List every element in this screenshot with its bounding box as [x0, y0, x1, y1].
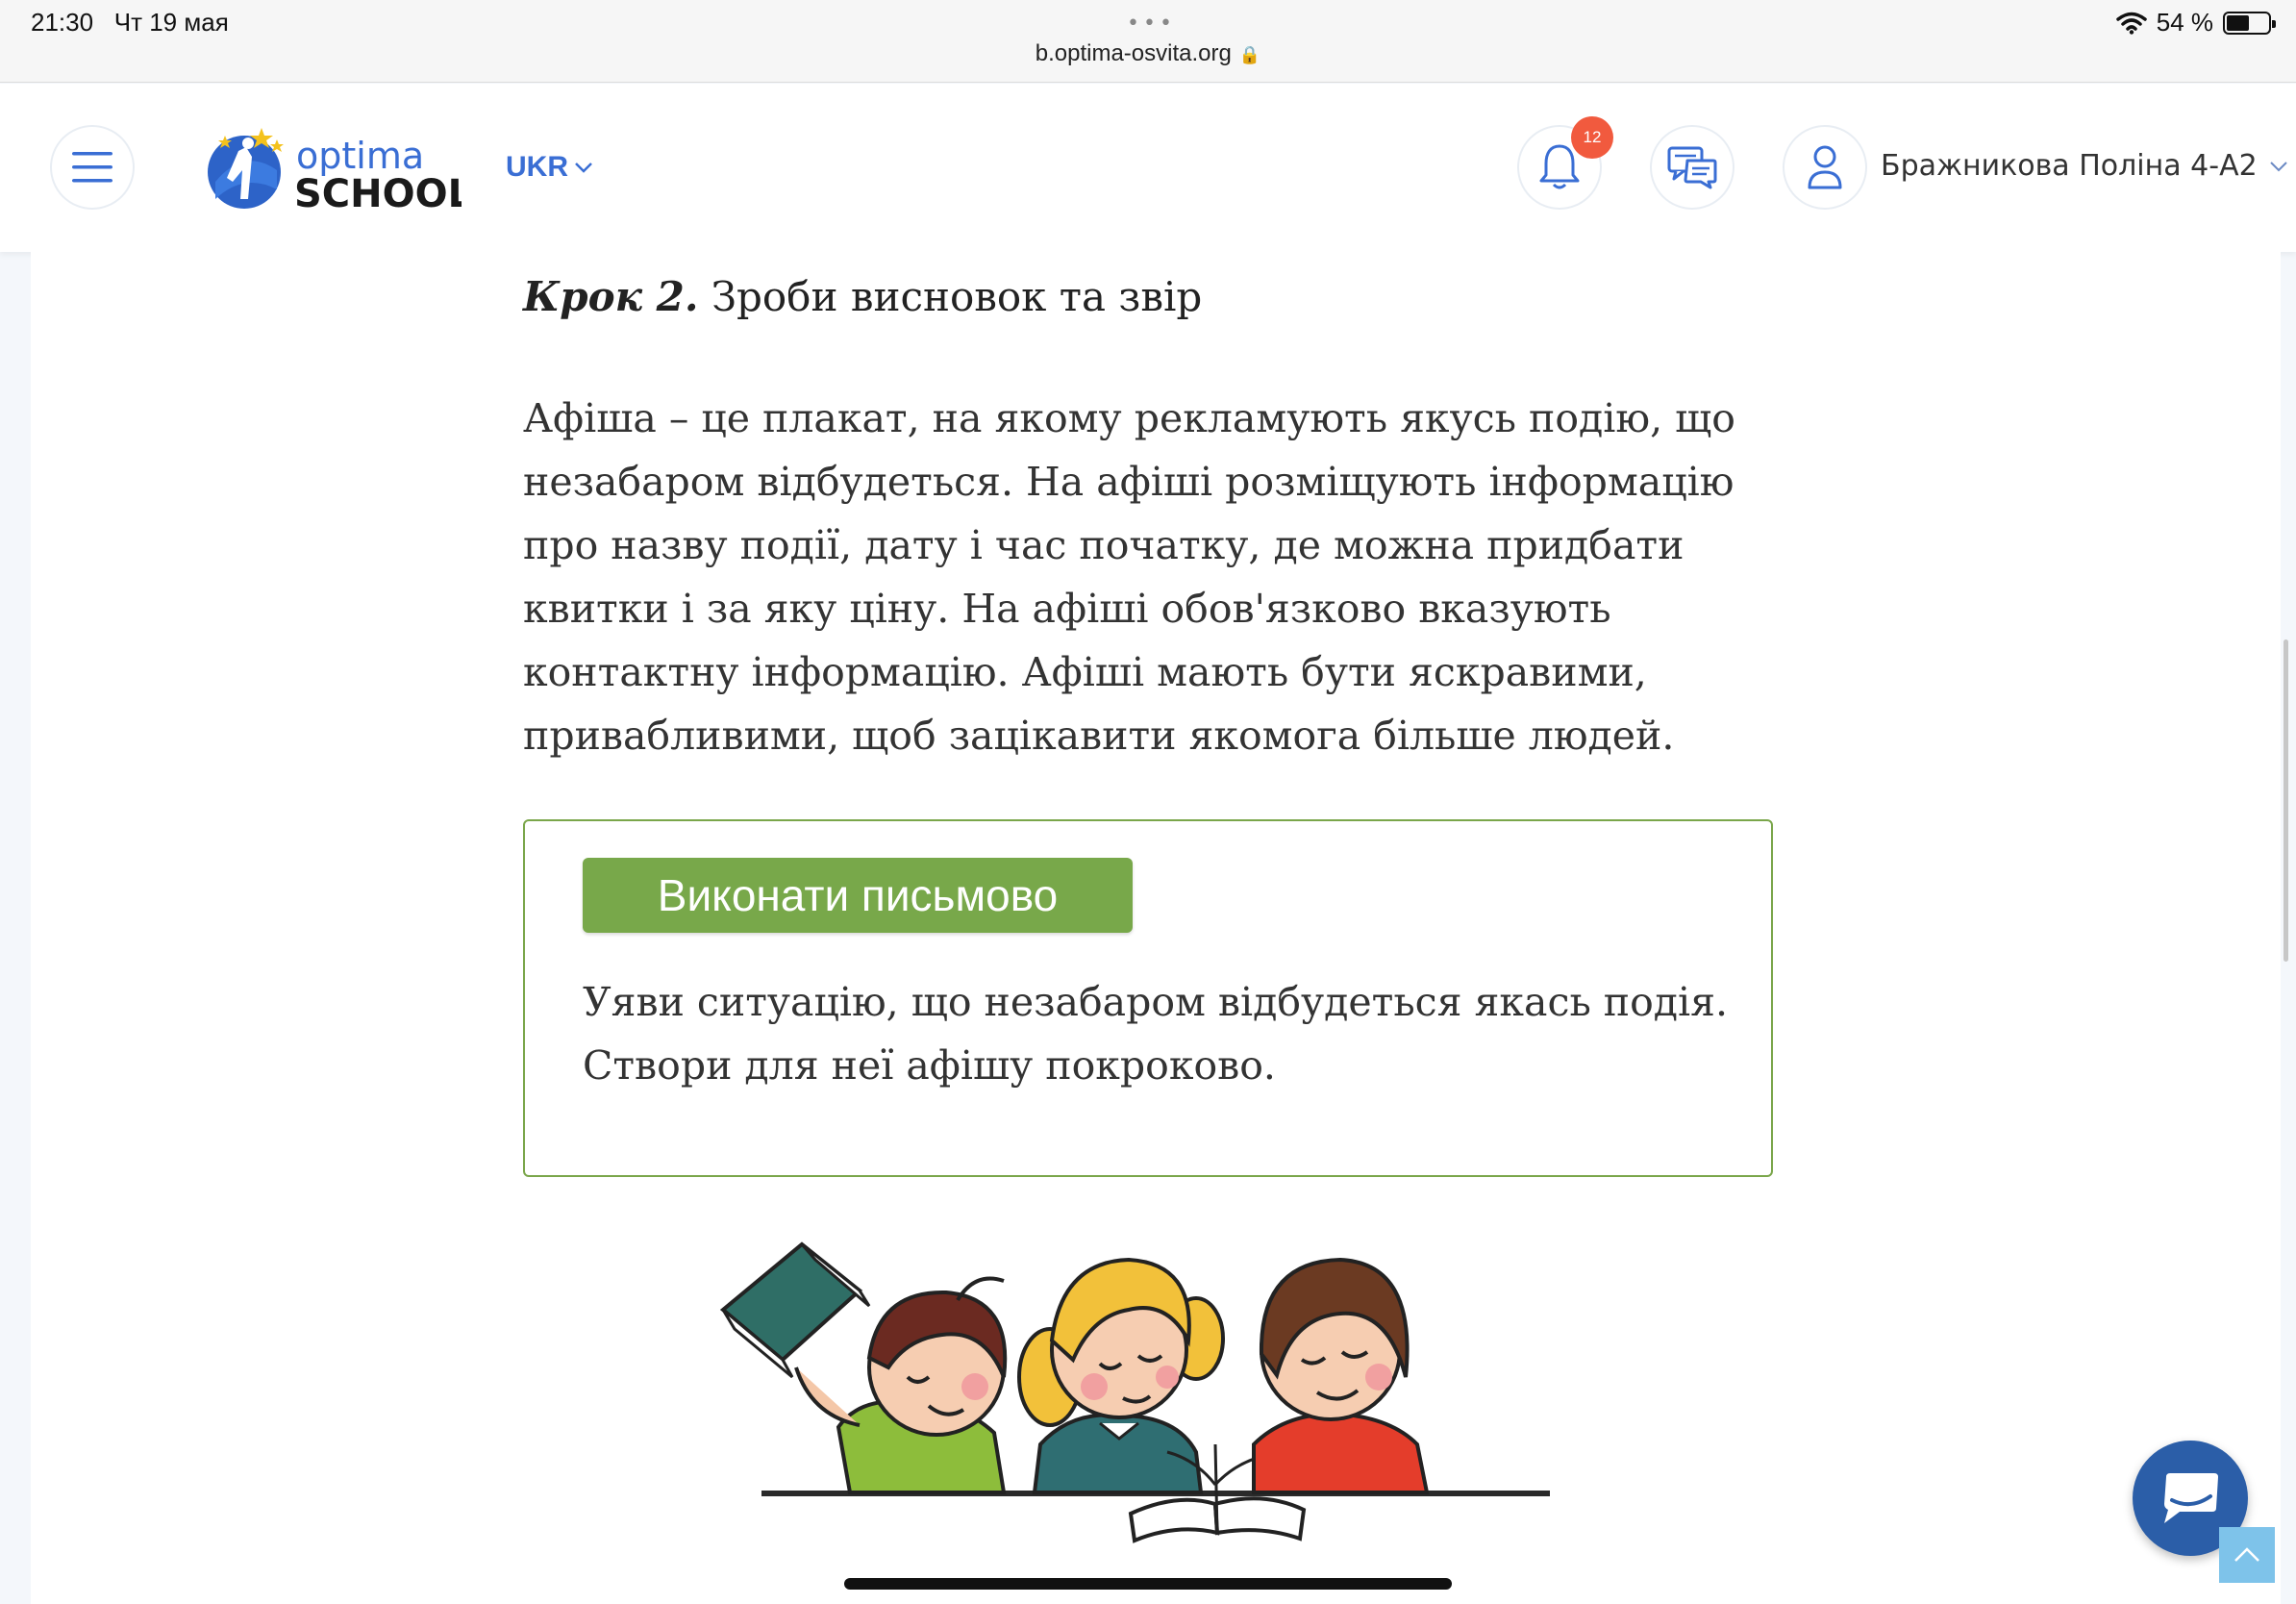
status-time-date [31, 8, 229, 38]
menu-button[interactable] [50, 125, 135, 210]
site-header [0, 84, 2296, 252]
language-label: UKR [506, 151, 568, 183]
user-icon [1806, 143, 1844, 191]
status-indicators [2116, 8, 2271, 38]
battery-fill [2227, 15, 2249, 31]
logo-text-top: optima [296, 135, 425, 177]
status-date: Чт 19 мая [113, 8, 229, 37]
optima-school-logo[interactable] [202, 122, 462, 213]
children-reading-illustration [715, 1233, 1600, 1604]
chevron-down-icon [2269, 160, 2288, 173]
scroll-to-top-button[interactable] [2219, 1527, 2275, 1583]
status-time: 21:30 [31, 8, 94, 37]
lock-icon: 🔒 [1238, 45, 1261, 64]
chevron-up-icon [2233, 1545, 2261, 1565]
hamburger-icon [70, 148, 114, 187]
task-text: Уяви ситуацію, що незабаром відбудеться якась подія. Створи для неї афішу покроково. [583, 979, 1729, 1089]
held-book-icon [723, 1244, 869, 1377]
task-box [523, 819, 1773, 1177]
notification-badge: 12 [1571, 116, 1613, 159]
scrollbar-thumb[interactable] [2284, 639, 2288, 962]
multitasking-dots-icon[interactable]: ••• [1127, 12, 1176, 36]
language-selector[interactable] [506, 151, 593, 184]
lesson-paragraph: Афіша – це плакат, на якому рекламують якусь подію, що незабаром відбудеться. На афіші розміщують інформацію про назву події, дату і час початку, де можна придбати квитки і за яку ціну. На афіші обов'язково вказують контактну інформацію. Афіші мають бути яскравими, привабливими, щоб зацікавити якомога більше людей. [523, 395, 1735, 759]
chat-icon [1666, 145, 1718, 189]
wifi-icon [2116, 12, 2147, 35]
battery-percent: 54 % [2156, 8, 2213, 37]
profile-button[interactable] [1783, 125, 1867, 210]
battery-icon [2223, 12, 2271, 35]
step-heading [523, 273, 1202, 320]
user-menu[interactable] [1881, 149, 2288, 183]
boy-right-illustration [1254, 1260, 1427, 1492]
step-text: Зроби висновок та звір [711, 273, 1203, 320]
messages-button[interactable] [1650, 125, 1734, 210]
logo-text-bottom: SCHOOL [294, 172, 462, 213]
chat-bubble-icon [2159, 1471, 2222, 1525]
step-label: Крок 2. [523, 273, 699, 320]
url-text: b.optima-osvita.org [1035, 40, 1232, 66]
user-name-label: Бражникова Поліна 4-А2 [1881, 149, 2258, 183]
ios-status-bar [0, 0, 2296, 83]
chevron-down-icon [574, 161, 593, 174]
write-task-button[interactable]: Виконати письмово [583, 858, 1133, 933]
home-indicator[interactable] [844, 1578, 1452, 1590]
address-bar[interactable] [0, 40, 2296, 67]
girl-middle-illustration [1019, 1260, 1223, 1492]
lesson-content [31, 252, 2281, 1604]
